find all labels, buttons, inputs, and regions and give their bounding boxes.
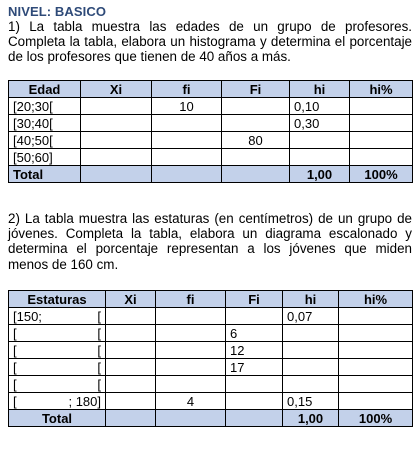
hi-cell: 0,07 <box>283 308 339 325</box>
col-header-edad: Edad <box>9 81 81 98</box>
fi-cell <box>156 376 226 393</box>
hi-cell <box>283 342 339 359</box>
fi-cell <box>156 325 226 342</box>
col-header-fi: fi <box>152 81 222 98</box>
table-row <box>9 342 413 359</box>
total-row <box>9 166 413 183</box>
hi-cell: 0,30 <box>290 115 350 132</box>
total-xi-cell <box>81 166 152 183</box>
interval-right-bound: [ <box>97 308 101 324</box>
hi-percent-cell <box>350 98 413 115</box>
hi-cell <box>283 325 339 342</box>
xi-cell <box>106 393 156 410</box>
hi-percent-cell <box>339 342 413 359</box>
interval-cell: [40;50[ <box>9 132 81 149</box>
interval-left-bound: [ <box>13 359 17 375</box>
table-row <box>9 149 413 166</box>
total-hi-cell: 1,00 <box>283 410 339 427</box>
total-Fi-cell <box>222 166 290 183</box>
col-header-hi-percent: hi% <box>339 291 413 308</box>
heights-frequency-table <box>8 290 413 427</box>
table-row <box>9 325 413 342</box>
xi-cell <box>106 325 156 342</box>
level-heading: NIVEL: BASICO <box>8 4 107 19</box>
xi-cell <box>81 149 152 166</box>
Fi-cell <box>226 376 283 393</box>
xi-cell <box>81 115 152 132</box>
col-header-Fi: Fi <box>226 291 283 308</box>
hi-percent-cell <box>339 325 413 342</box>
total-hi-percent-cell: 100% <box>350 166 413 183</box>
xi-cell <box>106 376 156 393</box>
Fi-cell <box>226 393 283 410</box>
table-row <box>9 115 413 132</box>
col-header-fi: fi <box>156 291 226 308</box>
interval-left-bound: [ <box>13 325 17 341</box>
hi-percent-cell <box>350 115 413 132</box>
total-label: Total <box>9 410 106 427</box>
fi-cell: 10 <box>152 98 222 115</box>
Fi-cell <box>226 308 283 325</box>
xi-cell <box>81 132 152 149</box>
hi-percent-cell <box>350 149 413 166</box>
total-xi-cell <box>106 410 156 427</box>
interval-cell: [30;40[ <box>9 115 81 132</box>
interval-cell <box>9 393 106 410</box>
hi-cell: 0,15 <box>283 393 339 410</box>
hi-percent-cell <box>350 132 413 149</box>
interval-left-bound: [ <box>13 342 17 358</box>
interval-cell <box>9 308 106 325</box>
table-row <box>9 393 413 410</box>
interval-cell: [50;60] <box>9 149 81 166</box>
hi-percent-cell <box>339 359 413 376</box>
problem-2-statement: 2) La tabla muestra las estaturas (en centímetros) de un grupo de jóvenes. Completa la tabla, elabora un diagrama escalonado y determina el porcentaje representan a los jóvenes que miden menos de 160 cm. <box>8 211 412 272</box>
table-row <box>9 376 413 393</box>
fi-cell <box>156 359 226 376</box>
hi-cell: 0,10 <box>290 98 350 115</box>
xi-cell <box>81 98 152 115</box>
col-header-hi: hi <box>290 81 350 98</box>
hi-cell <box>283 376 339 393</box>
col-header-xi: Xi <box>106 291 156 308</box>
total-label: Total <box>9 166 81 183</box>
interval-cell <box>9 376 106 393</box>
xi-cell <box>106 359 156 376</box>
hi-cell <box>283 359 339 376</box>
table-row <box>9 132 413 149</box>
Fi-cell: 12 <box>226 342 283 359</box>
col-header-xi: Xi <box>81 81 152 98</box>
col-header-hi: hi <box>283 291 339 308</box>
interval-right-bound: [ <box>97 376 101 392</box>
Fi-cell <box>222 149 290 166</box>
interval-right-bound: [ <box>97 342 101 358</box>
interval-right-bound: [ <box>97 359 101 375</box>
total-row <box>9 410 413 427</box>
fi-cell <box>156 308 226 325</box>
ages-frequency-table <box>8 80 413 183</box>
fi-cell <box>152 132 222 149</box>
Fi-cell: 17 <box>226 359 283 376</box>
hi-percent-cell <box>339 393 413 410</box>
fi-cell: 4 <box>156 393 226 410</box>
hi-cell <box>290 132 350 149</box>
total-fi-cell <box>152 166 222 183</box>
interval-left-bound: [ <box>13 393 17 409</box>
Fi-cell <box>222 98 290 115</box>
table-header-row <box>9 291 413 308</box>
table-row <box>9 308 413 325</box>
table-header-row <box>9 81 413 98</box>
total-fi-cell <box>156 410 226 427</box>
hi-percent-cell <box>339 308 413 325</box>
table-row <box>9 359 413 376</box>
xi-cell <box>106 308 156 325</box>
fi-cell <box>156 342 226 359</box>
problem-1-statement: 1) La tabla muestra las edades de un grupo de profesores. Completa la tabla, elabora un histograma y determina el porcentaje de los profesores que tienen de 40 años a más. <box>8 19 412 65</box>
interval-cell <box>9 342 106 359</box>
interval-right-bound: [ <box>97 325 101 341</box>
fi-cell <box>152 149 222 166</box>
interval-left-bound: [ <box>13 376 17 392</box>
interval-cell: [20;30[ <box>9 98 81 115</box>
col-header-estaturas: Estaturas <box>9 291 106 308</box>
fi-cell <box>152 115 222 132</box>
interval-left-bound: [150; <box>13 308 42 324</box>
interval-cell <box>9 359 106 376</box>
Fi-cell: 6 <box>226 325 283 342</box>
interval-cell <box>9 325 106 342</box>
table-row <box>9 98 413 115</box>
hi-percent-cell <box>339 376 413 393</box>
total-hi-cell: 1,00 <box>290 166 350 183</box>
col-header-hi-percent: hi% <box>350 81 413 98</box>
total-Fi-cell <box>226 410 283 427</box>
total-hi-percent-cell: 100% <box>339 410 413 427</box>
hi-cell <box>290 149 350 166</box>
Fi-cell <box>222 115 290 132</box>
col-header-Fi: Fi <box>222 81 290 98</box>
interval-right-bound: ; 180] <box>68 393 101 409</box>
Fi-cell: 80 <box>222 132 290 149</box>
xi-cell <box>106 342 156 359</box>
